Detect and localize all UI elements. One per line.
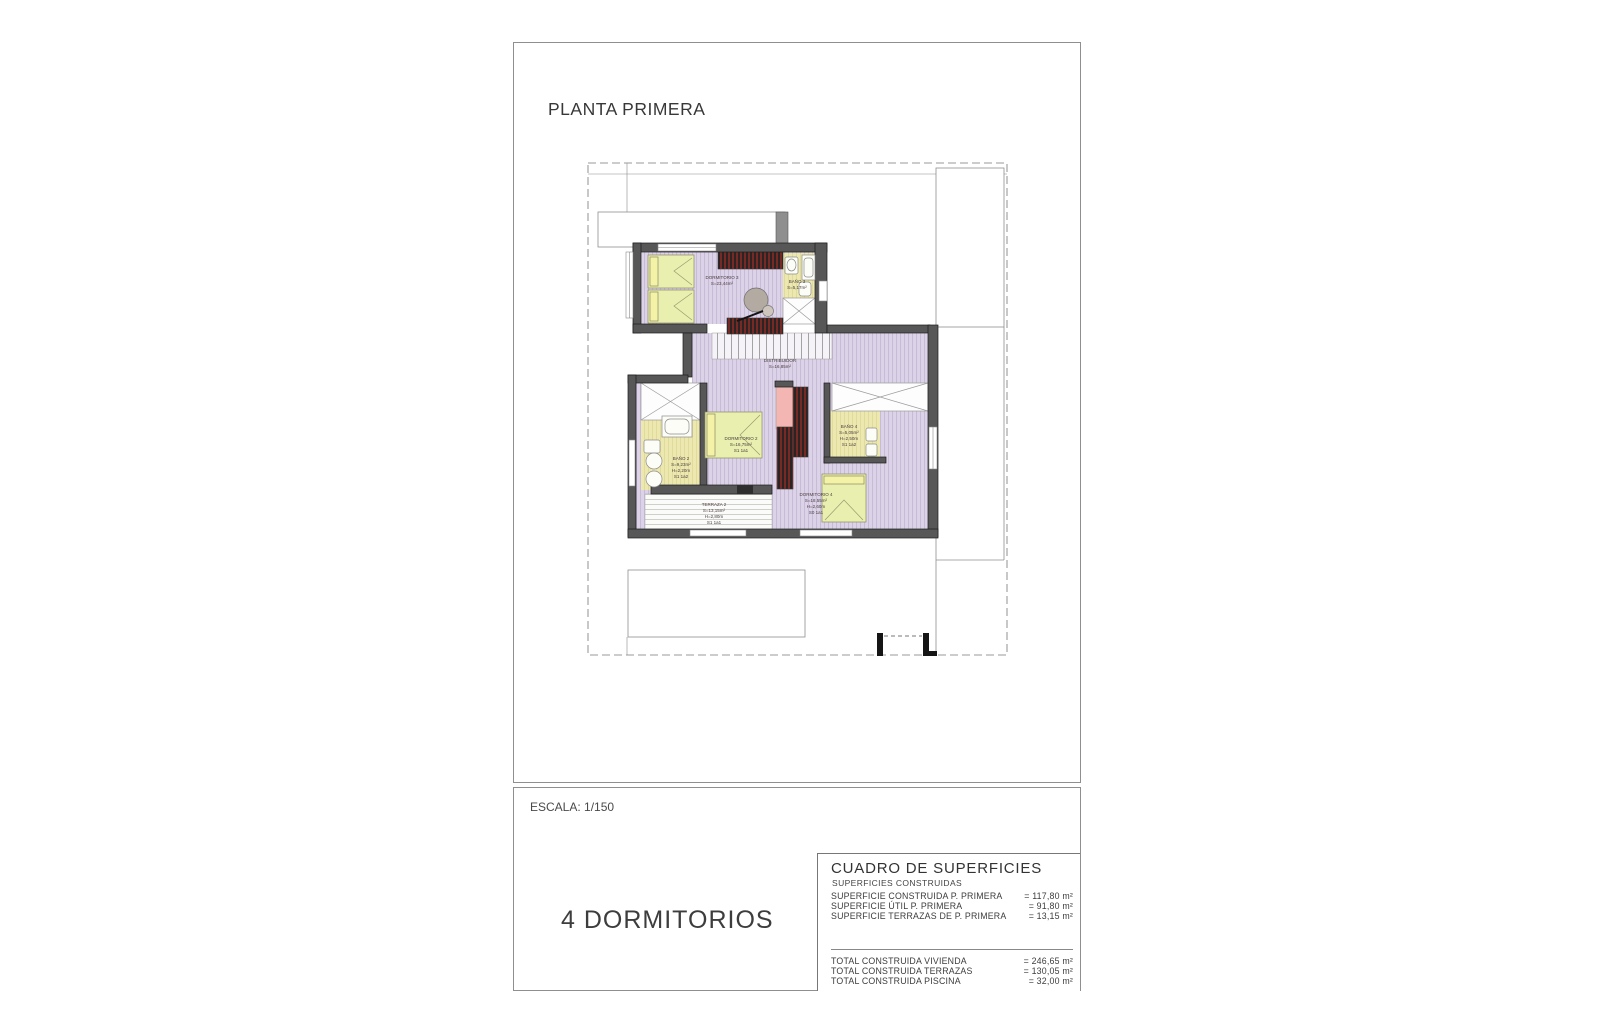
svg-text:H=2,50m: H=2,50m bbox=[839, 436, 859, 441]
room-label-dormitorio2: DORMITORIO 2 bbox=[724, 436, 758, 441]
svg-text:S=18,55m²: S=18,55m² bbox=[804, 498, 828, 503]
table-row: SUPERFICIE ÚTIL P. PRIMERA = 91,80 m² bbox=[831, 901, 1073, 911]
table-row: TOTAL CONSTRUIDA TERRAZAS = 130,05 m² bbox=[831, 966, 1073, 976]
floor-plan-drawing bbox=[560, 140, 1020, 670]
roof-outline-right bbox=[936, 168, 1004, 655]
room-label-bano4: BAÑO 4 bbox=[840, 424, 858, 429]
svg-text:H=2,60m: H=2,60m bbox=[806, 504, 826, 509]
table-row: SUPERFICIE CONSTRUIDA P. PRIMERA = 117,80 m² bbox=[831, 891, 1073, 901]
svg-text:S1 1a1: S1 1a1 bbox=[706, 520, 722, 525]
room-label-distribuidor: DISTRIBUIDOR bbox=[763, 358, 797, 363]
room-label-dormitorio4: DORMITORIO 4 bbox=[799, 492, 833, 497]
table-row: TOTAL CONSTRUIDA VIVIENDA = 246,65 m² bbox=[831, 956, 1073, 966]
svg-text:S=5,05m²: S=5,05m² bbox=[839, 430, 859, 435]
wardrobe-bottom bbox=[727, 318, 783, 334]
svg-text:S=13,15m²: S=13,15m² bbox=[702, 508, 726, 513]
svg-text:S0 1a1: S0 1a1 bbox=[808, 510, 824, 515]
wardrobe-top bbox=[718, 252, 783, 269]
room-label-bano3: BAÑO 3 bbox=[788, 279, 806, 284]
table-row: SUPERFICIE TERRAZAS DE P. PRIMERA = 13,15 m² bbox=[831, 911, 1073, 921]
stairs bbox=[776, 387, 793, 429]
svg-text:S1 1a2: S1 1a2 bbox=[673, 474, 689, 479]
scale-label: ESCALA: 1/150 bbox=[530, 800, 615, 814]
svg-text:S=5,17m²: S=5,17m² bbox=[787, 285, 807, 290]
entrance-gate bbox=[877, 633, 937, 656]
room-label-terraza2: TERRAZA 2 bbox=[701, 502, 727, 507]
svg-text:H=2,20m: H=2,20m bbox=[671, 468, 691, 473]
svg-text:H=2,80m: H=2,80m bbox=[704, 514, 724, 519]
svg-text:S=16,75m²: S=16,75m² bbox=[729, 442, 753, 447]
surface-table-title: CUADRO DE SUPERFICIES bbox=[831, 860, 1042, 877]
surface-rows bbox=[831, 891, 1073, 921]
surface-totals bbox=[831, 949, 1073, 986]
table-row: TOTAL CONSTRUIDA PISCINA = 32,00 m² bbox=[831, 976, 1073, 986]
terrace-door-block bbox=[737, 485, 753, 494]
room-label-dormitorio3: DORMITORIO 3 bbox=[705, 275, 739, 280]
svg-text:S1 1a2: S1 1a2 bbox=[841, 442, 857, 447]
svg-text:S=9,23m²: S=9,23m² bbox=[671, 462, 691, 467]
svg-text:S=23,44m²: S=23,44m² bbox=[710, 281, 734, 286]
page-title: PLANTA PRIMERA bbox=[548, 99, 706, 119]
surface-table-subtitle: SUPERFICIES CONSTRUIDAS bbox=[832, 878, 963, 888]
surface-table bbox=[817, 853, 1080, 991]
bedrooms-count-label: 4 DORMITORIOS bbox=[561, 906, 774, 934]
room-label-bano2: BAÑO 2 bbox=[672, 456, 690, 461]
svg-text:S=16,85m²: S=16,85m² bbox=[768, 364, 792, 369]
wardrobe-center-1 bbox=[793, 387, 808, 457]
wardrobe-center-2 bbox=[777, 427, 793, 489]
svg-text:S1 1a1: S1 1a1 bbox=[733, 448, 749, 453]
pool-outline bbox=[628, 570, 805, 637]
